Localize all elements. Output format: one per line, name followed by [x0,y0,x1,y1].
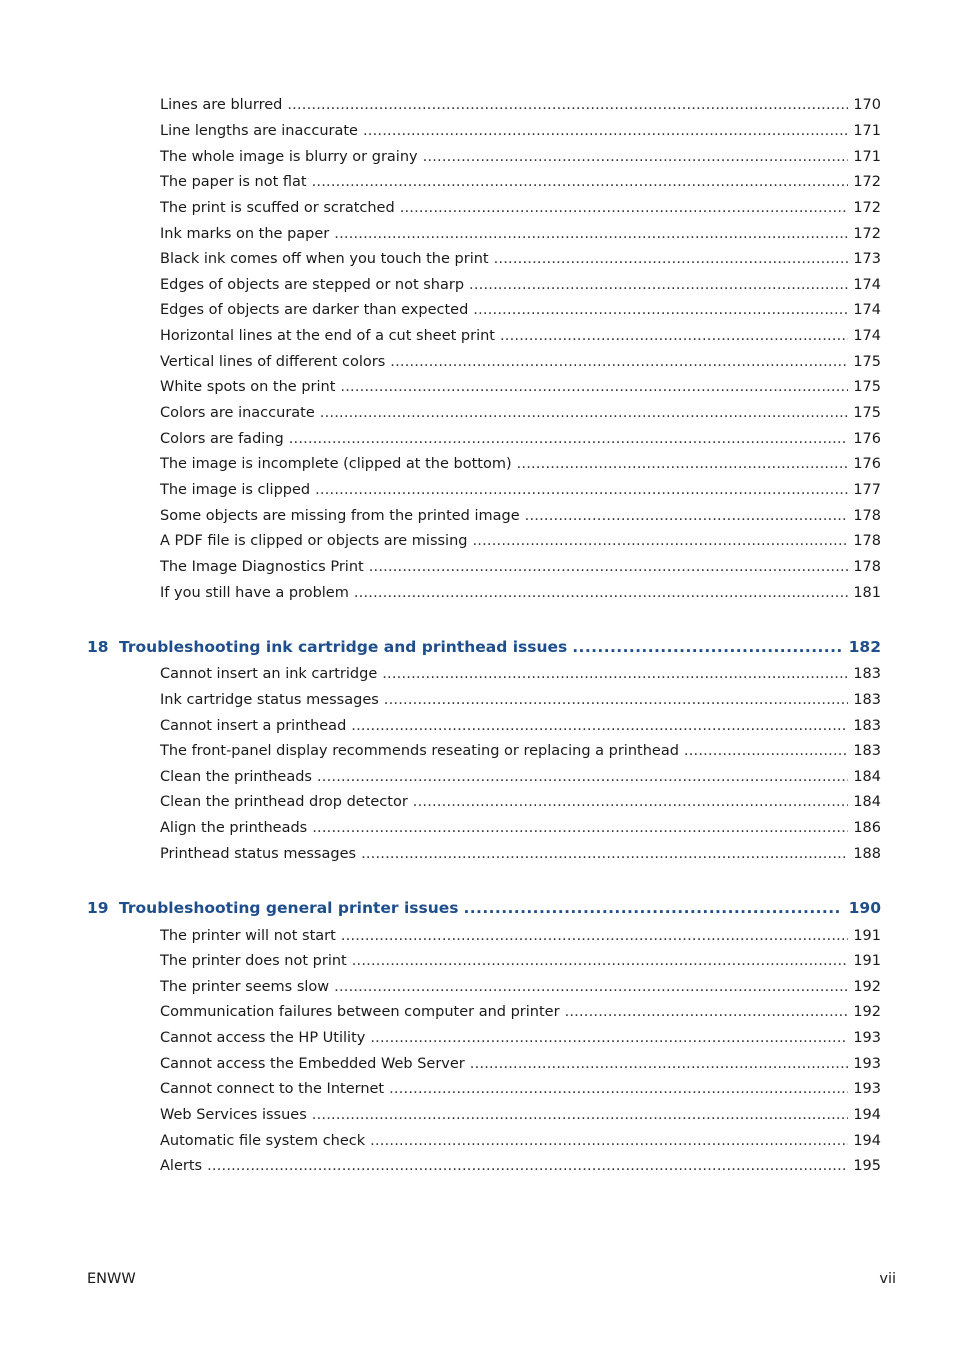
toc-entry[interactable] [160,223,881,245]
toc-entry[interactable] [160,715,881,737]
toc-entry-title: The image is clipped [160,482,311,498]
toc-entry-title: The whole image is blurry or grainy [160,149,418,165]
toc-entry-title: Line lengths are inaccurate [160,123,358,139]
toc-entry[interactable] [160,1027,881,1049]
dot-leader [320,402,849,424]
toc-entry-title: Cannot access the Embedded Web Server [160,1056,465,1072]
toc-entry-page: 172 [853,226,881,242]
toc-entry-page: 178 [853,508,881,524]
toc-entry[interactable] [160,505,881,527]
toc-entry[interactable] [160,766,881,788]
toc-entry-title: The printer seems slow [160,979,330,995]
toc-entry-page: 193 [853,1081,881,1097]
toc-entry-title: The Image Diagnostics Print [160,559,364,575]
toc-entry[interactable] [160,843,881,865]
dot-leader [370,1027,848,1049]
toc-entry[interactable] [160,120,881,142]
toc-entry[interactable] [160,479,881,501]
toc-entry-page: 184 [853,794,881,810]
toc-entry[interactable] [160,1053,881,1075]
toc-entry-title: Ink marks on the paper [160,226,330,242]
toc-entry-page: 171 [853,123,881,139]
dot-leader [517,453,849,475]
toc-chapter-18[interactable] [87,635,881,659]
toc-entry-page: 172 [853,200,881,216]
toc-entry[interactable] [160,171,881,193]
toc-entry[interactable] [160,925,881,947]
toc-entry-title: Edges of objects are stepped or not sharp [160,277,465,293]
toc-entry-page: 175 [853,354,881,370]
toc-entry-title: Some objects are missing from the printed image [160,508,520,524]
toc-entry-title: Colors are inaccurate [160,405,315,421]
dot-leader [334,976,848,998]
dot-leader [400,197,849,219]
toc-entry[interactable] [160,530,881,552]
toc-entry[interactable] [160,556,881,578]
dot-leader [500,325,848,347]
toc-entry-title: Automatic file system check [160,1133,366,1149]
toc-entry[interactable] [160,376,881,398]
toc-entry[interactable] [160,1104,881,1126]
dot-leader [370,1130,848,1152]
toc-entry-title: Lines are blurred [160,97,283,113]
dot-leader [341,925,848,947]
dot-leader [207,1155,848,1177]
toc-entry[interactable] [160,1078,881,1100]
toc-entry-title: The printer does not print [160,953,347,969]
dot-leader [494,248,849,270]
toc-entry-title: Web Services issues [160,1107,307,1123]
toc-entry-page: 193 [853,1030,881,1046]
dot-leader [470,1053,849,1075]
toc-entry[interactable] [160,351,881,373]
toc-entry-page: 188 [853,846,881,862]
toc-entry-page: 192 [853,979,881,995]
dot-leader [572,635,840,659]
toc-entry[interactable] [160,453,881,475]
dot-leader [354,582,848,604]
toc-entry-title: Colors are fading [160,431,284,447]
toc-entry-title: The print is scuffed or scratched [160,200,395,216]
dot-leader [334,223,848,245]
toc-entry-page: 175 [853,405,881,421]
dot-leader [525,505,849,527]
toc-entry-title: Vertical lines of different colors [160,354,386,370]
toc-entry-page: 184 [853,769,881,785]
toc-entry-page: 183 [853,718,881,734]
dot-leader [312,817,848,839]
dot-leader [384,689,849,711]
dot-leader [369,556,849,578]
toc-entry-page: 191 [853,928,881,944]
toc-entry[interactable] [160,663,881,685]
toc-entry-page: 171 [853,149,881,165]
toc-entry-title: A PDF file is clipped or objects are missing [160,533,468,549]
toc-entry[interactable] [160,1001,881,1023]
toc-entry[interactable] [160,1155,881,1177]
toc-entry-title: The paper is not flat [160,174,307,190]
toc-entry-title: Cannot insert an ink cartridge [160,666,378,682]
toc-entry[interactable] [160,689,881,711]
dot-leader [389,1078,848,1100]
footer-page-number: vii [879,1271,896,1287]
dot-leader [472,530,848,552]
toc-entry-page: 191 [853,953,881,969]
toc-entry-title: Edges of objects are darker than expected [160,302,469,318]
toc-entry-page: 194 [853,1133,881,1149]
toc-entry-page: 175 [853,379,881,395]
toc-entry-title: Clean the printheads [160,769,312,785]
toc-entry-page: 183 [853,692,881,708]
toc-entry[interactable] [160,402,881,424]
chapter-page: 182 [848,638,881,656]
toc-entry-page: 177 [853,482,881,498]
toc-entry-page: 174 [853,328,881,344]
dot-leader [317,766,848,788]
toc-entry[interactable] [160,950,881,972]
toc-entry[interactable] [160,325,881,347]
toc-entry[interactable] [160,740,881,762]
chapter-page: 190 [848,899,881,917]
dot-leader [684,740,848,762]
dot-leader [312,1104,849,1126]
toc-entry[interactable] [160,274,881,296]
toc-entry-page: 193 [853,1056,881,1072]
dot-leader [382,663,848,685]
dot-leader [351,715,848,737]
toc-entry-page: 192 [853,1004,881,1020]
toc-entry[interactable] [160,1130,881,1152]
toc-entry[interactable] [160,197,881,219]
dot-leader [352,950,849,972]
toc-chapter-19[interactable] [87,896,881,920]
toc-entry-title: Printhead status messages [160,846,357,862]
dot-leader [287,94,848,116]
toc-entry-title: The printer will not start [160,928,336,944]
toc-entry-title: Horizontal lines at the end of a cut sheet print [160,328,495,344]
toc-entry-page: 174 [853,302,881,318]
chapter-title: Troubleshooting ink cartridge and printhead issues [119,638,568,656]
toc-entry-title: Clean the printhead drop detector [160,794,408,810]
toc-entry-page: 170 [853,97,881,113]
dot-leader [363,120,848,142]
toc-entry-title: If you still have a problem [160,585,349,601]
toc-entry-title: The image is incomplete (clipped at the bottom) [160,456,512,472]
toc-entry-title: Communication failures between computer and printer [160,1004,560,1020]
dot-leader [469,274,848,296]
toc-entry[interactable] [160,428,881,450]
toc-entry-title: Cannot connect to the Internet [160,1081,385,1097]
chapter-number: 18 [87,638,109,656]
toc-entry-page: 178 [853,559,881,575]
toc-entry-page: 186 [853,820,881,836]
toc-entry-page: 173 [853,251,881,267]
toc-entry[interactable] [160,146,881,168]
toc-entry-page: 195 [853,1158,881,1174]
chapter-title: Troubleshooting general printer issues [119,899,459,917]
toc-entry-page: 176 [853,456,881,472]
toc-entry-title: Cannot access the HP Utility [160,1030,366,1046]
dot-leader [565,1001,849,1023]
dot-leader [463,896,840,920]
toc-entry-page: 181 [853,585,881,601]
toc-entry-title: Align the printheads [160,820,308,836]
dot-leader [340,376,848,398]
toc-entry-title: Alerts [160,1158,203,1174]
chapter-number: 19 [87,899,109,917]
toc-entry[interactable] [160,817,881,839]
dot-leader [312,171,849,193]
toc-entry-title: Ink cartridge status messages [160,692,379,708]
toc-entry[interactable] [160,791,881,813]
toc-entry-title: The front-panel display recommends reseating or replacing a printhead [160,743,679,759]
dot-leader [289,428,849,450]
toc-entry[interactable] [160,94,881,116]
toc-entry-page: 176 [853,431,881,447]
toc-entry-title: Cannot insert a printhead [160,718,347,734]
dot-leader [423,146,849,168]
toc-entry[interactable] [160,299,881,321]
toc-entry[interactable] [160,582,881,604]
dot-leader [361,843,848,865]
toc-entry-title: White spots on the print [160,379,336,395]
toc-entry-page: 183 [853,666,881,682]
dot-leader [413,791,849,813]
dot-leader [473,299,848,321]
dot-leader [315,479,848,501]
toc-entry[interactable] [160,248,881,270]
toc-entry-page: 178 [853,533,881,549]
toc-entry[interactable] [160,976,881,998]
toc-entry-page: 183 [853,743,881,759]
toc-entry-title: Black ink comes off when you touch the print [160,251,489,267]
dot-leader [390,351,848,373]
toc-entry-page: 174 [853,277,881,293]
footer-doc-code: ENWW [87,1271,136,1287]
toc-entry-page: 172 [853,174,881,190]
toc-entry-page: 194 [853,1107,881,1123]
